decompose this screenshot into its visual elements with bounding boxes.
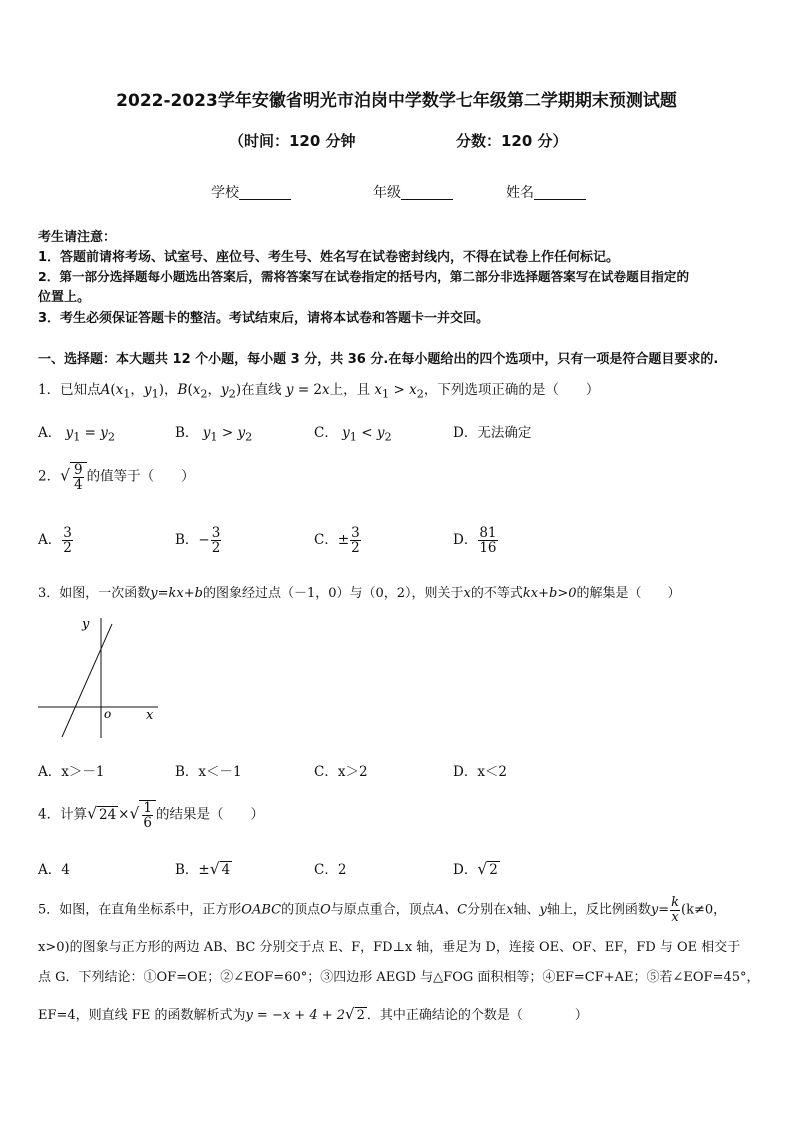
q1-option-c-label: C． <box>314 425 338 441</box>
q2-b-sign: − <box>198 532 210 549</box>
question-2: 2．√ $\frac{9}{4}$ 的值等于（ ） <box>38 462 195 494</box>
q5-x-den: x <box>671 909 679 925</box>
q5-text-a: 5．如图，在直角坐标系中，正方形 <box>38 902 242 918</box>
section-heading: 一、选择题：本大题共 12 个小题，每小题 3 分，共 36 分.在每小题给出的四个选项中，只有一项是符合题目要求的. <box>38 352 719 367</box>
q4-prefix: 4．计算 <box>38 806 88 823</box>
q3-option-c[interactable]: C．x＞2 <box>314 764 368 780</box>
q4-radicand-24: 24 <box>98 806 117 823</box>
q4-option-a[interactable]: A．4 <box>38 862 70 878</box>
name-field[interactable] <box>506 182 586 202</box>
notice-item-2: 2．第一部分选择题每小题选出答案后，需将答案写在试卷指定的括号内，第二部分非选择题答案写在试卷题目指定的 <box>38 269 690 284</box>
q4-tail: 的结果是（ ） <box>155 806 264 823</box>
q1-comma: ， <box>164 382 178 398</box>
q4-option-d-radicand: 2 <box>489 862 498 878</box>
q2-a-den: 2 <box>63 540 72 557</box>
q4-option-d-label: D． <box>453 862 478 878</box>
q1-tail: ，下列选项正确的是（ ） <box>423 382 600 398</box>
q5-text-b: 的顶点 <box>281 902 321 918</box>
q3-option-b[interactable]: B．x＜－1 <box>175 764 242 780</box>
name-blank[interactable] <box>534 185 586 200</box>
q2-c-num: 3 <box>351 525 360 541</box>
q5-x: x <box>506 902 514 918</box>
q3-y-label: y <box>82 617 90 632</box>
q1-on-line: 在直线 <box>241 382 282 398</box>
q5-line4-eq: y = −x + 4 + 2 <box>245 1008 346 1023</box>
notice-item-2-cont: 位置上。 <box>38 290 91 305</box>
q2-option-a-label: A． <box>38 532 62 549</box>
q1-option-d[interactable]: D．无法确定 <box>453 425 532 441</box>
q5-oabc: OABC <box>241 902 282 918</box>
q1-option-b-label: B． <box>175 425 199 441</box>
q4-option-b-radicand: 4 <box>221 862 231 878</box>
q3-text-3: 的不等式 <box>470 586 523 601</box>
q2-c-sign: ± <box>337 532 350 549</box>
q5-line4-text: EF=4，则直线 FE 的函数解析式为 <box>38 1008 246 1023</box>
page-title: 2022-2023学年安徽省明光市泊岗中学数学七年级第二学期期末预测试题 <box>116 91 677 111</box>
q3-function: y=kx+b <box>150 586 203 601</box>
q3-text-1: 3．如图，一次函数 <box>38 586 151 601</box>
q2-b-den: 2 <box>211 540 221 557</box>
q2-d-den: 16 <box>479 540 497 557</box>
question-1: 1．已知点$A(x_1$，$y_1$)，$B(x_2$，$y_2$)在直线 y = 2x上，且 $x_1 > x_2$，下列选项正确的是（ ） <box>38 382 600 401</box>
q4-frac-den: 6 <box>143 815 152 832</box>
q1-option-c[interactable]: C． $y_1 < y_2$ <box>314 425 392 444</box>
score-label: 分数：120 分） <box>456 132 568 150</box>
q2-option-b-label: B． <box>175 532 199 549</box>
q3-x: x <box>463 586 471 601</box>
q5-text-f: 轴上，反比例函数 <box>546 902 651 918</box>
q2-prefix: 2． <box>38 468 61 485</box>
grade-blank[interactable] <box>401 185 453 200</box>
q5-y-eq: y= <box>650 902 670 918</box>
q2-option-d[interactable] <box>453 526 499 555</box>
q5-o: O <box>320 902 331 918</box>
q2-b-num: 3 <box>211 525 221 541</box>
q2-d-num: 81 <box>479 525 497 541</box>
notice-item-1: 1．答题前请将考场、试室号、座位号、考生号、姓名写在试卷密封线内，不得在试卷上作任何标记。 <box>38 250 620 265</box>
notice-heading: 考生请注意： <box>38 230 117 245</box>
grade-field[interactable] <box>373 182 453 202</box>
q1-and: 上，且 <box>329 382 371 398</box>
q2-option-b[interactable] <box>175 526 222 555</box>
q2-option-c[interactable] <box>314 526 362 555</box>
q3-option-a[interactable]: A．x＞－1 <box>38 764 105 780</box>
q4-option-d[interactable]: D．√ 2 <box>453 860 498 878</box>
question-5-line-3: 点 G．下列结论：①OF=OE；②∠EOF=60°；③四边形 AEGD 与△FOG 面积相等；④EF=CF+AE；⑤若∠EOF=45°， <box>38 970 760 985</box>
question-5-line-2: x>0)的图象与正方形的两边 AB、BC 分别交于点 E、F，FD⊥x 轴，垂足为 D，连接 OE、OF、EF，FD 与 OE 相交于 <box>38 940 741 955</box>
q3-text-2: 的图象经过点（－1，0）与（0，2），则关于 <box>202 586 464 601</box>
q5-text-c: 与原点重合，顶点 <box>330 902 435 918</box>
q1-prefix: 1．已知点 <box>38 382 101 398</box>
question-5-line-4: EF=4，则直线 FE 的函数解析式为y = −x + 4 + 2√ 2 ．其中正确结论的个数是（ ） <box>38 1005 588 1023</box>
q3-graph <box>34 612 164 742</box>
question-4: 4．计算√ 24 ×√ $\frac{1}{6}$ 的结果是（ ） <box>38 800 264 832</box>
school-field[interactable] <box>211 182 291 202</box>
q5-line4-radicand: 2 <box>356 1008 365 1023</box>
q2-fraction <box>73 463 84 492</box>
q5-ac: A、C <box>434 902 468 918</box>
q2-a-num: 3 <box>63 525 72 541</box>
q5-line4-tail: ．其中正确结论的个数是（ ） <box>366 1008 588 1023</box>
name-label: 姓名 <box>506 185 534 201</box>
q2-option-a[interactable] <box>38 526 74 555</box>
question-5-line-1 <box>38 896 726 924</box>
q2-sqrt-num: 9 <box>73 462 83 478</box>
q5-text-g: (k≠0， <box>681 902 727 918</box>
q5-text-e: 轴、 <box>513 902 540 918</box>
q4-option-b[interactable]: B．±√ 4 <box>175 860 231 878</box>
school-label: 学校 <box>211 185 239 201</box>
q2-c-den: 2 <box>351 540 360 557</box>
q4-times: × <box>118 806 130 823</box>
q2-option-c-label: C． <box>314 532 338 549</box>
time-label: （时间：120 分钟 <box>229 132 356 150</box>
q4-option-c[interactable]: C．2 <box>314 862 347 878</box>
q5-y: y <box>539 902 547 918</box>
q3-origin-label: o <box>104 707 112 721</box>
q3-option-d[interactable]: D．x＜2 <box>453 764 508 780</box>
q1-option-b[interactable]: B． $y_1 > y_2$ <box>175 425 253 444</box>
grade-label: 年级 <box>373 185 401 201</box>
q3-x-label: x <box>146 708 154 723</box>
q2-option-d-label: D． <box>453 532 478 549</box>
q1-option-a[interactable]: A． $y_1 = y_2$ <box>38 425 116 444</box>
q2-sqrt-den: 4 <box>73 477 83 494</box>
school-blank[interactable] <box>239 185 291 200</box>
notice-item-3: 3．考生必须保证答题卡的整洁。考试结束后，请将本试卷和答题卡一并交回。 <box>38 311 490 326</box>
q5-text-d: 分别在 <box>467 902 507 918</box>
q3-inequality: kx+b>0 <box>522 586 577 601</box>
q3-text-4: 的解集是（ ） <box>576 586 681 601</box>
q4-option-b-label: B．± <box>175 862 210 878</box>
q5-k: k <box>671 895 680 910</box>
q2-tail: 的值等于（ ） <box>86 468 195 485</box>
q1-option-a-label: A． <box>38 425 62 441</box>
q4-frac-num: 1 <box>143 800 152 816</box>
question-3 <box>38 582 681 601</box>
